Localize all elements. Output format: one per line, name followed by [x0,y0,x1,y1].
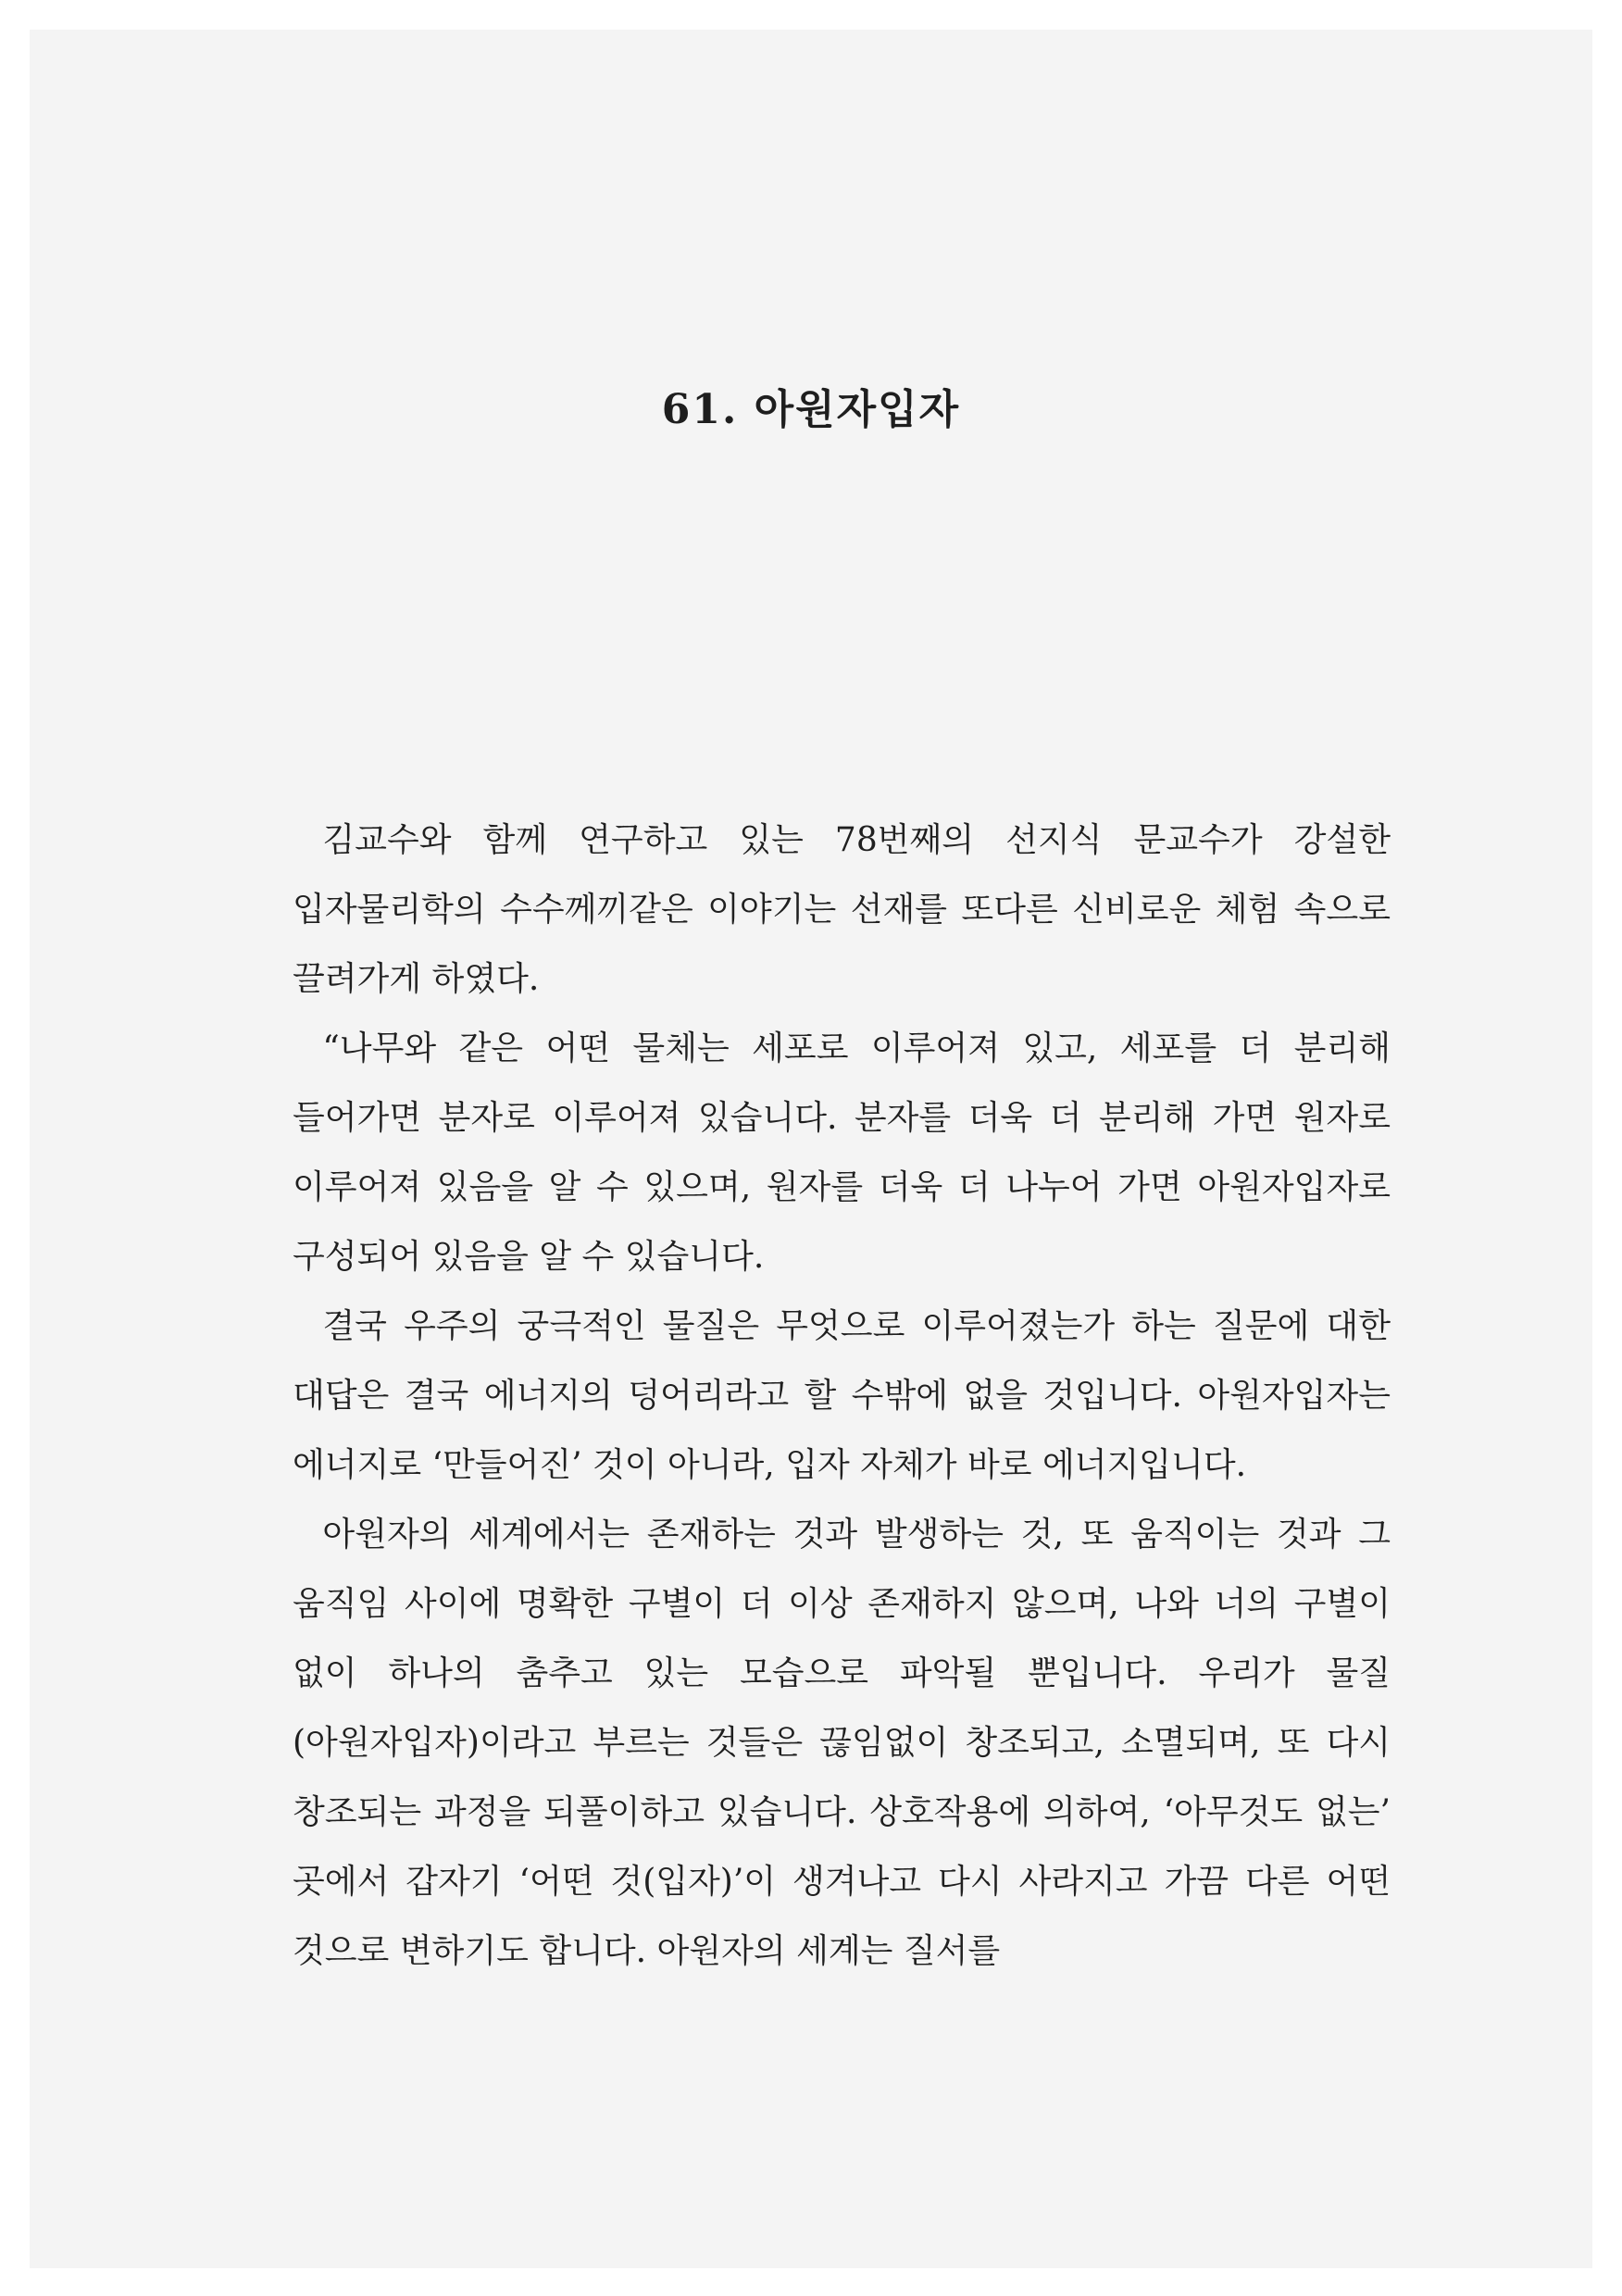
chapter-title: 61. 아원자입자 [661,386,961,434]
body-text [293,805,1391,1986]
paragraph-energy: 결국 우주의 궁극적인 물질은 무엇으로 이루어졌는가 하는 질문에 대한 대답은 결국 에너지의 덩어리라고 할 수밖에 없을 것입니다. 아원자입자는 에너지로 ‘만들어진’ 것이 아니라, 입자 자체가 바로 에너지입니다. [293,1307,1391,1484]
paragraph-subatomic-world: 아원자의 세계에서는 존재하는 것과 발생하는 것, 또 움직이는 것과 그 움직임 사이에 명확한 구별이 더 이상 존재하지 않으며, 나와 너의 구별이 없이 하나의 춤추고 있는 모습으로 파악될 뿐입니다. 우리가 물질(아원자입자)이라고 부르는 것들은 끊임없이 창조되고, 소멸되며, 또 다시 창조되는 과정을 되풀이하고 있습니다. 상호작용에 의하여, ‘아무것도 없는’ 곳에서 갑자기 ‘어떤 것(입자)’이 생겨나고 다시 사라지고 가끔 다른 어떤 것으로 변하기도 합니다. 아원자의 세계는 질서를 [293,1516,1391,1970]
paragraph-intro: 김교수와 함께 연구하고 있는 78번째의 선지식 문교수가 강설한 입자물리학의 수수께끼같은 이야기는 선재를 또다른 신비로운 체험 속으로 끌려가게 하였다. [293,821,1391,998]
paragraph-quote-start: “나무와 같은 어떤 물체는 세포로 이루어져 있고, 세포를 더 분리해 들어가면 분자로 이루어져 있습니다. 분자를 더욱 더 분리해 가면 원자로 이루어져 있음을 알 수 있으며, 원자를 더욱 더 나누어 가면 아원자입자로 구성되어 있음을 알 수 있습니다. [293,1029,1391,1276]
